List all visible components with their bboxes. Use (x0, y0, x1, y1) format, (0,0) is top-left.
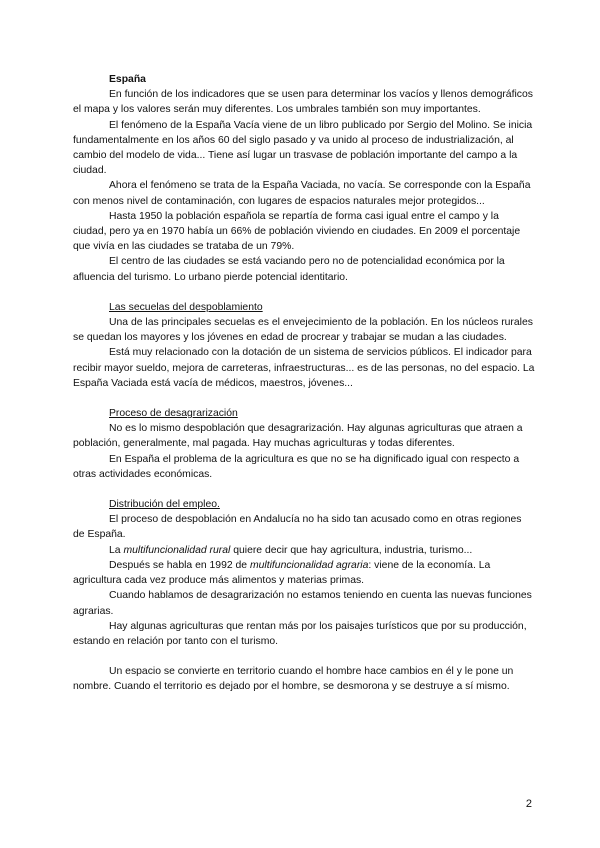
empleo-p3-pre: Después se habla en 1992 de (109, 559, 250, 571)
document-page (73, 72, 535, 695)
section-title-empleo: Distribución del empleo. (109, 499, 220, 511)
desagrarizacion-paragraph-1: No es lo mismo despoblación que desagrarización. Hay algunas agriculturas que atraen a población, generalmente, mal pagada. Hay muchas agriculturas y todas diferentes. (73, 423, 523, 450)
intro-paragraph-3: Ahora el fenómeno se trata de la España Vaciada, no vacía. Se corresponde con la España con menos nivel de contaminación, con lugares de espacios naturales mejor protegidos... (73, 180, 531, 207)
section-title-secuelas: Las secuelas del despoblamiento (109, 301, 263, 313)
empleo-paragraph-5: Hay algunas agriculturas que rentan más por los paisajes turísticos que por su producción, estando en relación por tanto con el turismo. (73, 620, 527, 647)
secuelas-paragraph-1: Una de las principales secuelas es el envejecimiento de la población. En los núcleos rurales se quedan los mayores y los jóvenes en edad de procrear y trabajar se mudan a las ciudades. (73, 317, 533, 344)
desagrarizacion-paragraph-2: En España el problema de la agricultura es que no se ha dignificado igual con respecto a otras actividades económicas. (73, 453, 520, 480)
empleo-p3-term: multifuncionalidad agraria (249, 559, 369, 571)
intro-paragraph-1: En función de los indicadores que se usen para determinar los vacíos y llenos demográficos el mapa y los valores serán muy diferentes. Los umbrales también son muy importantes. (73, 89, 533, 116)
page-number: 2 (525, 798, 532, 810)
intro-paragraph-4: Hasta 1950 la población española se repartía de forma casi igual entre el campo y la ciudad, pero ya en 1970 había un 66% de población viviendo en ciudades. En 2009 el porcentaje que vivía en las ciudades se trataba de un 79%. (73, 210, 521, 253)
empleo-p3-post: : viene de la economía. La agricultura cada vez produce más alimentos y materias primas. (73, 559, 491, 587)
section-title-desagrarizacion: Proceso de desagrarización (109, 408, 238, 420)
empleo-paragraph-1: El proceso de despoblación en Andalucía no ha sido tan acusado como en otras regiones de España. (73, 514, 522, 541)
secuelas-paragraph-2: Está muy relacionado con la dotación de un sistema de servicios públicos. El indicador para recibir mayor sueldo, mejora de carreteras, infraestructuras... es de las personas, no del espacio. La España Vaciada está vacía de médicos, maestros, jóvenes... (73, 347, 535, 389)
empleo-paragraph-3 (73, 558, 535, 588)
empleo-p2-term: multifuncionalidad rural (123, 544, 231, 556)
spacer (73, 649, 535, 664)
document-heading: España (109, 74, 146, 85)
empleo-paragraph-2 (73, 543, 535, 558)
intro-paragraph-2: El fenómeno de la España Vacía viene de un libro publicado por Sergio del Molino. Se inicia fundamentalmente en los años 60 del siglo pasado y va unido al proceso de industrialización, al cambio del modelo de vida... Tiene así lugar un trasvase de población importante del campo a la ciudad. (73, 119, 533, 177)
empleo-p2-pre: La (109, 544, 124, 556)
empleo-paragraph-4: Cuando hablamos de desagrarización no estamos teniendo en cuenta las nuevas funciones agrarias. (73, 590, 532, 617)
empleo-p2-post: quiere decir que hay agricultura, industria, turismo... (230, 544, 473, 556)
intro-paragraph-5: El centro de las ciudades se está vaciando pero no de potencialidad económica por la afluencia del turismo. Lo urbano pierde potencial identitario. (73, 256, 505, 283)
closing-paragraph: Un espacio se convierte en territorio cuando el hombre hace cambios en él y le pone un nombre. Cuando el territorio es dejado por el hombre, se desmorona y se destruye a sí mismo. (73, 666, 514, 693)
